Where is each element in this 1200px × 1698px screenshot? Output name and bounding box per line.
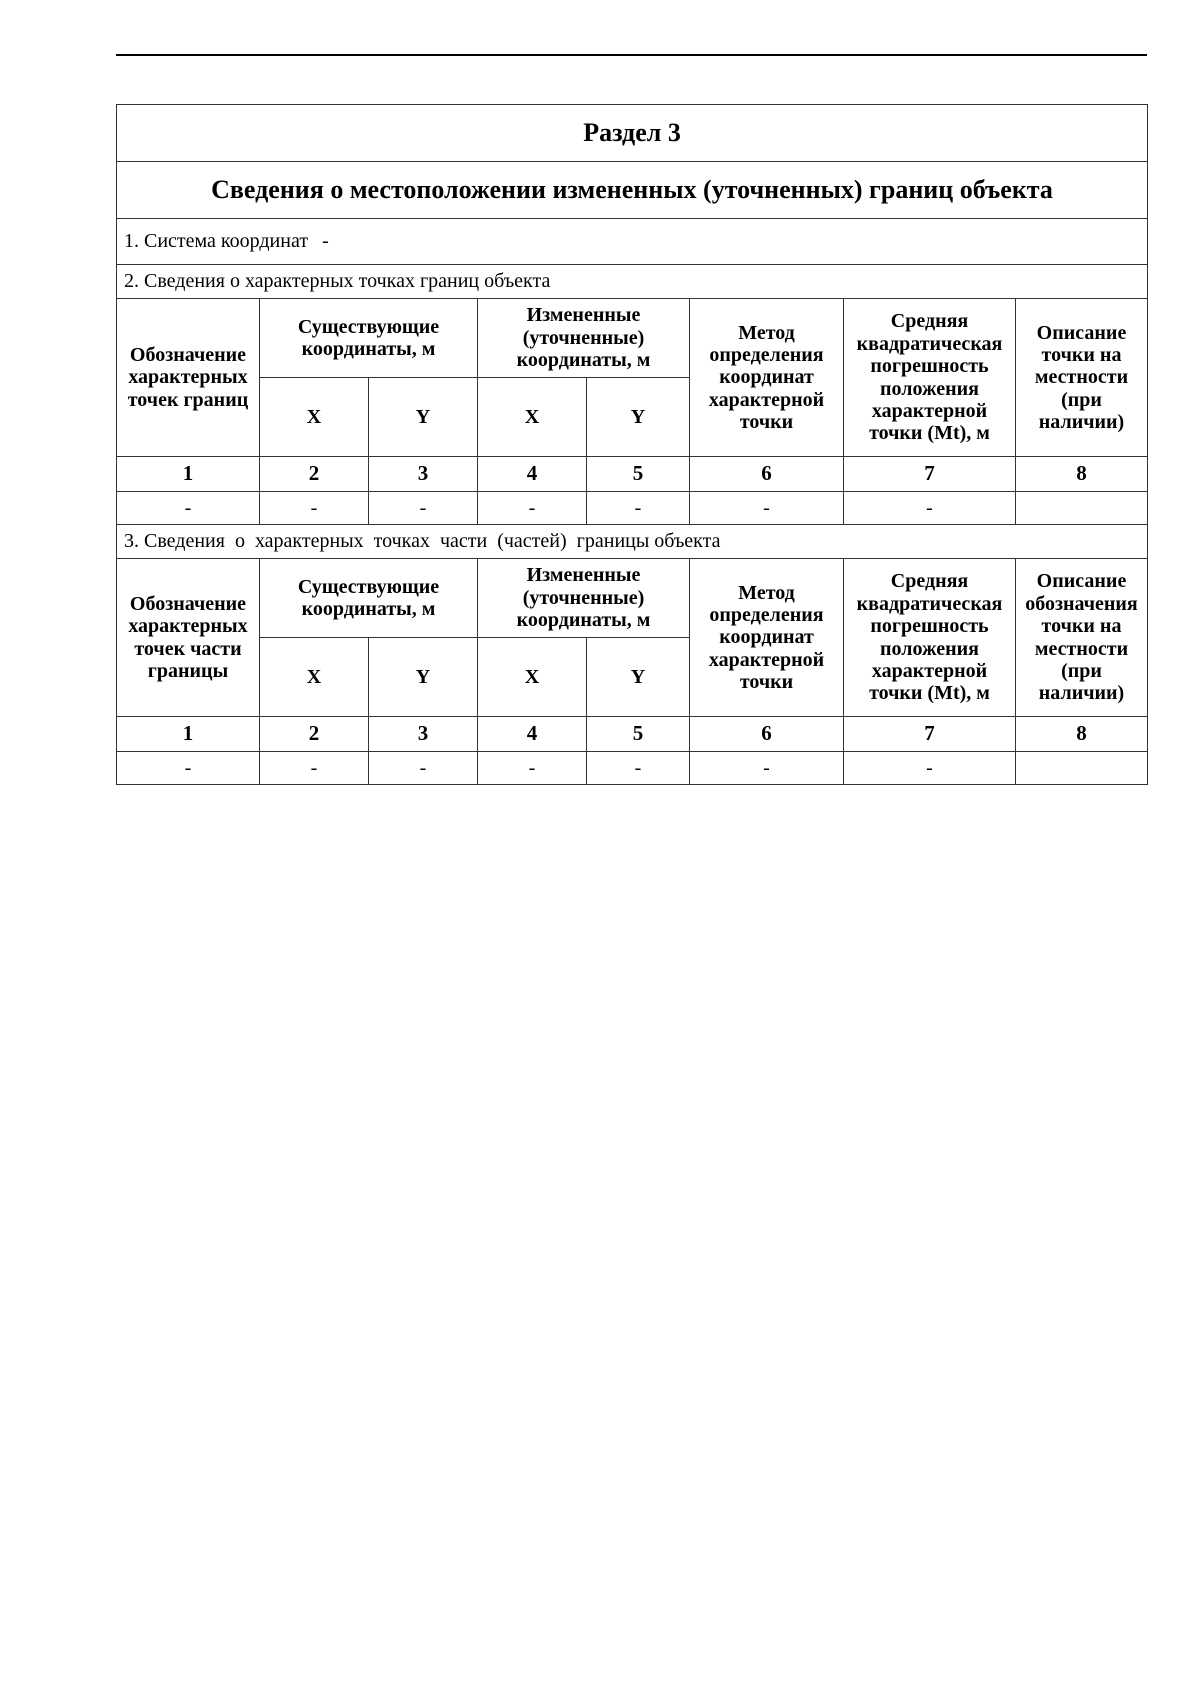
table2-existing-y-header: Y bbox=[369, 638, 478, 717]
coordinate-system-label: 1. Система координат bbox=[124, 230, 309, 253]
table1-method-header: Метод определения координат характерной точки bbox=[690, 299, 844, 457]
table2-column-number: 4 bbox=[478, 717, 587, 752]
table1-cell: - bbox=[369, 492, 478, 525]
table1-column-number: 1 bbox=[117, 457, 260, 492]
table1-cell: - bbox=[260, 492, 369, 525]
table2-column-number: 8 bbox=[1016, 717, 1148, 752]
table1-description-header: Описание точки на местности (при наличии) bbox=[1016, 299, 1148, 457]
table2-point-designation-header: Обозначение характерных точек части границы bbox=[117, 559, 260, 717]
section-subtitle: Сведения о местоположении измененных (уточненных) границ объекта bbox=[117, 162, 1148, 219]
section-table bbox=[116, 104, 1148, 785]
table1-column-number: 6 bbox=[690, 457, 844, 492]
table2-cell: - bbox=[260, 752, 369, 785]
table2-changed-x-header: X bbox=[478, 638, 587, 717]
table1-column-number: 3 bbox=[369, 457, 478, 492]
table2-column-number: 2 bbox=[260, 717, 369, 752]
table2-caption: 3. Сведения о характерных точках части (частей) границы объекта bbox=[117, 525, 1148, 559]
table1-mean-error-header: Средняя квадратическая погрешность положения характерной точки (Mt), м bbox=[844, 299, 1016, 457]
table1-column-number: 2 bbox=[260, 457, 369, 492]
top-rule bbox=[116, 54, 1147, 56]
table2-existing-coords-header: Существующие координаты, м bbox=[260, 559, 478, 638]
table2-cell: - bbox=[369, 752, 478, 785]
table1-cell: - bbox=[478, 492, 587, 525]
table2-column-numbers-row bbox=[117, 717, 1148, 752]
table1-cell: - bbox=[844, 492, 1016, 525]
table2-changed-y-header: Y bbox=[587, 638, 690, 717]
table2-column-number: 3 bbox=[369, 717, 478, 752]
table2-description-header: Описание обозначения точки на местности (при наличии) bbox=[1016, 559, 1148, 717]
table2-cell: - bbox=[117, 752, 260, 785]
table1-existing-coords-header: Существующие координаты, м bbox=[260, 299, 478, 378]
table1-changed-x-header: X bbox=[478, 378, 587, 457]
table2-column-number: 5 bbox=[587, 717, 690, 752]
table2-cell bbox=[1016, 752, 1148, 785]
table1-cell: - bbox=[117, 492, 260, 525]
table1-changed-coords-header: Измененные (уточненные) координаты, м bbox=[478, 299, 690, 378]
table1-cell: - bbox=[690, 492, 844, 525]
table1-column-number: 8 bbox=[1016, 457, 1148, 492]
table2-column-number: 7 bbox=[844, 717, 1016, 752]
table2-column-number: 6 bbox=[690, 717, 844, 752]
table2-changed-coords-header: Измененные (уточненные) координаты, м bbox=[478, 559, 690, 638]
table1-column-number: 5 bbox=[587, 457, 690, 492]
coordinate-system-value: - bbox=[322, 230, 329, 253]
table2-cell: - bbox=[690, 752, 844, 785]
table2-cell: - bbox=[844, 752, 1016, 785]
table2-column-number: 1 bbox=[117, 717, 260, 752]
coordinate-system-row bbox=[117, 219, 1148, 265]
table1-column-numbers-row bbox=[117, 457, 1148, 492]
table1-existing-y-header: Y bbox=[369, 378, 478, 457]
table2-existing-x-header: X bbox=[260, 638, 369, 717]
table2-data-row bbox=[117, 752, 1148, 785]
table1-changed-y-header: Y bbox=[587, 378, 690, 457]
table1-caption: 2. Сведения о характерных точках границ объекта bbox=[117, 265, 1148, 299]
table2-method-header: Метод определения координат характерной точки bbox=[690, 559, 844, 717]
table1-data-row bbox=[117, 492, 1148, 525]
table2-cell: - bbox=[478, 752, 587, 785]
table2-mean-error-header: Средняя квадратическая погрешность положения характерной точки (Mt), м bbox=[844, 559, 1016, 717]
table1-point-designation-header: Обозначение характерных точек границ bbox=[117, 299, 260, 457]
table1-existing-x-header: X bbox=[260, 378, 369, 457]
section-title: Раздел 3 bbox=[117, 105, 1148, 162]
table1-column-number: 7 bbox=[844, 457, 1016, 492]
table1-cell: - bbox=[587, 492, 690, 525]
table1-column-number: 4 bbox=[478, 457, 587, 492]
table2-cell: - bbox=[587, 752, 690, 785]
table1-cell bbox=[1016, 492, 1148, 525]
